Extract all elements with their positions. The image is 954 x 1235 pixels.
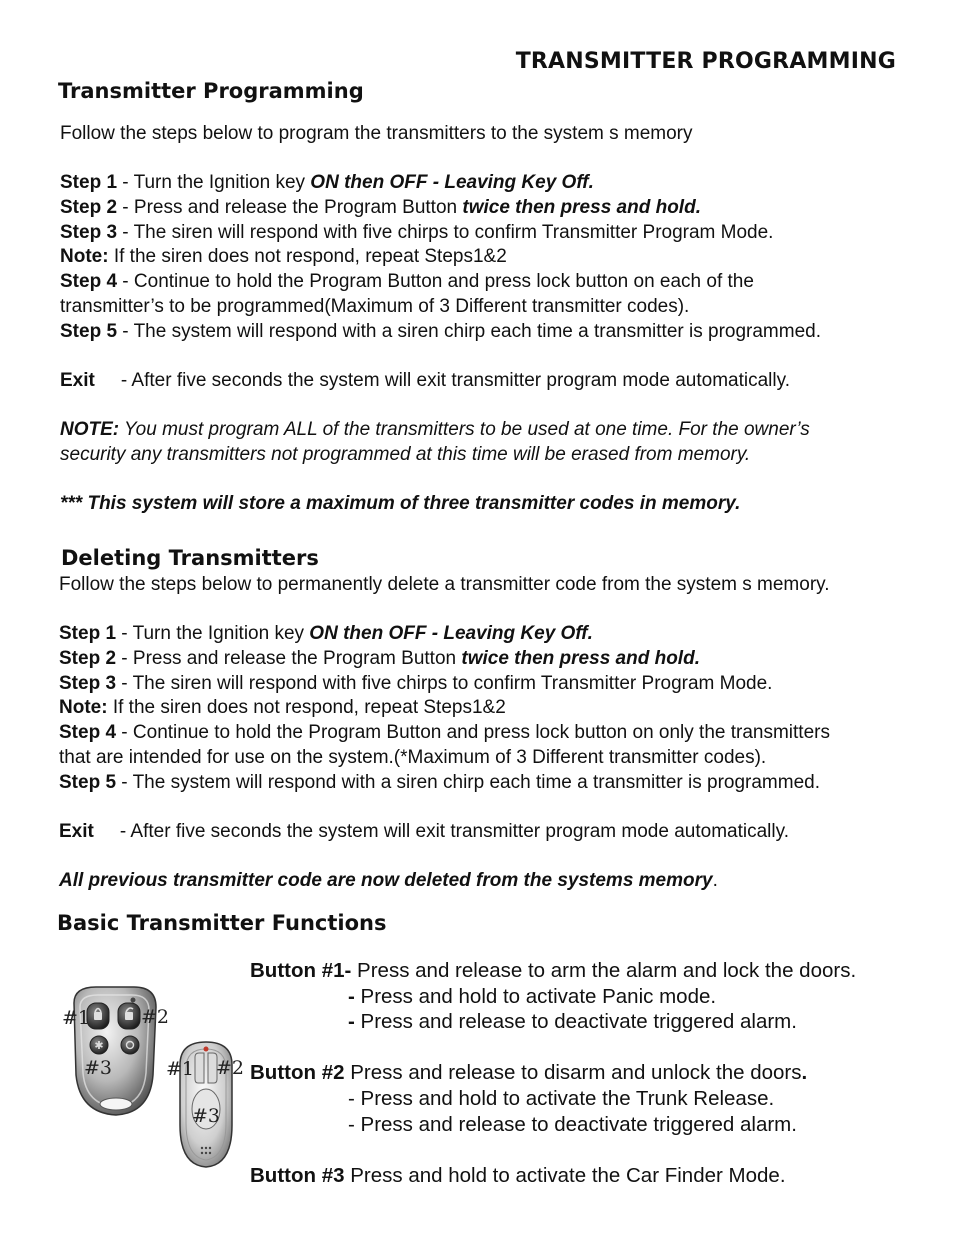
remote-small-label-1: #1 [166,1058,195,1080]
programming-note: Note: If the siren does not respond, repeat Steps1&2 [60,246,507,268]
key-fob-remote-icon [62,987,169,1115]
deleting-step-5: Step 5 - The system will respond with a siren chirp each time a transmitter is programmed. [59,771,820,793]
programming-step-4-cont: transmitter’s to be programmed(Maximum of 3 Different transmitter codes). [60,295,690,317]
button-3-line-1: Button #3 Press and hold to activate the Car Finder Mode. [250,1163,786,1187]
remote-large-label-1: #1 [62,1007,91,1029]
deleting-step-4: Step 4 - Continue to hold the Program Button and press lock button on only the transmitters [59,722,830,744]
svg-text:✱: ✱ [94,1039,104,1052]
button-2-line-2: - Press and hold to activate the Trunk Release. [348,1086,775,1110]
programming-intro: Follow the steps below to program the transmitters to the system s memory [60,123,693,144]
programming-exit: Exit - After five seconds the system will exit transmitter program mode automatically. [60,369,790,391]
remote-large-label-3: #3 [84,1057,113,1079]
remote-small-label-3: #3 [192,1105,221,1127]
programming-heading: Transmitter Programming [58,79,364,103]
remote-small-label-2: #2 [216,1057,245,1079]
button-1-line-2: - Press and hold to activate Panic mode. [348,984,717,1008]
deleting-section [59,573,830,894]
button-1-line-1: Button #1- Press and release to arm the alarm and lock the doors. [250,959,857,982]
programming-section [60,122,821,517]
programming-warning: NOTE: You must program ALL of the transmitters to be used at one time. For the owner’s [60,419,810,441]
deleting-note: Note: If the siren does not respond, repeat Steps1&2 [59,697,506,719]
programming-step-4: Step 4 - Continue to hold the Program Button and press lock button on each of the [60,271,754,293]
functions-heading: Basic Transmitter Functions [57,911,387,935]
button-2-line-3: - Press and release to deactivate triggered alarm. [348,1112,797,1136]
page-title: TRANSMITTER PROGRAMMING [515,49,896,74]
programming-step-3: Step 3 - The siren will respond with five chirps to confirm Transmitter Program Mode. [60,221,774,243]
button-2-line-1: Button #2 Press and release to disarm and unlock the doors. [250,1061,808,1085]
programming-max-note: *** This system will store a maximum of three transmitter codes in memory. [60,493,741,515]
deleting-step-1: Step 1 - Turn the Ignition key ON then OFF - Leaving Key Off. [59,623,593,645]
remotes-illustration [56,985,246,1170]
programming-warning-cont: security any transmitters not programmed at this time will be erased from memory. [60,443,751,465]
deleting-step-2: Step 2 - Press and release the Program Button twice then press and hold. [59,648,700,670]
programming-step-5: Step 5 - The system will respond with a siren chirp each time a transmitter is programmed. [60,320,821,342]
deleting-step-3: Step 3 - The siren will respond with five chirps to confirm Transmitter Program Mode. [59,672,773,694]
deleting-exit: Exit - After five seconds the system will exit transmitter program mode automatically. [59,820,789,842]
deleting-step-4-cont: that are intended for use on the system.(*Maximum of 3 Different transmitter codes). [59,746,767,768]
remote-large-label-2: #2 [141,1006,170,1028]
programming-step-2: Step 2 - Press and release the Program Button twice then press and hold. [60,197,701,219]
deleting-closing: All previous transmitter code are now deleted from the systems memory. [59,870,718,892]
button-functions [250,958,856,1188]
button-1-line-3: - Press and release to deactivate triggered alarm. [348,1010,797,1034]
programming-step-1: Step 1 - Turn the Ignition key ON then OFF - Leaving Key Off. [60,172,594,194]
slim-key-fob-icon [166,1042,244,1167]
deleting-heading: Deleting Transmitters [61,546,319,570]
deleting-intro: Follow the steps below to permanently delete a transmitter code from the system s memory. [59,574,830,595]
